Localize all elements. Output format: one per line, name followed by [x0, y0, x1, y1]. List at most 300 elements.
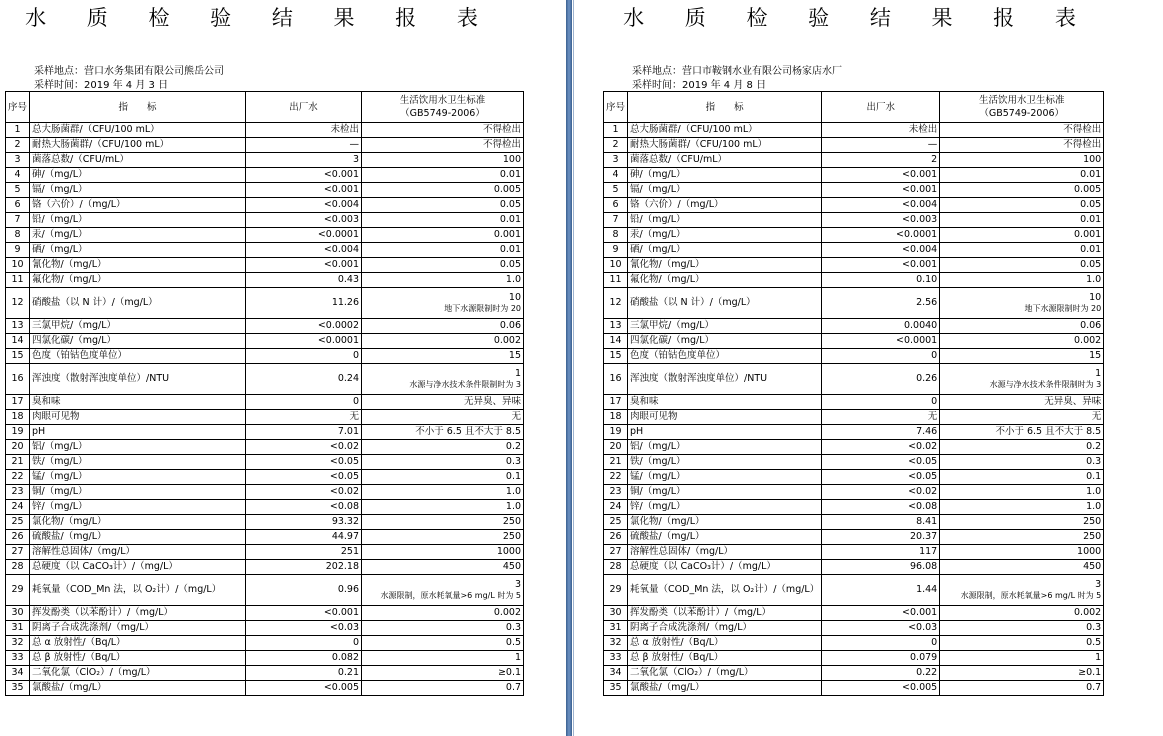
finished-water-value: <0.001 — [822, 168, 940, 183]
standard-value: 100 — [1083, 154, 1102, 165]
row-number: 30 — [6, 606, 30, 621]
standard-limit — [362, 470, 524, 485]
table-row — [604, 606, 1104, 621]
row-number: 3 — [604, 153, 628, 168]
header-no: 序号 — [6, 92, 30, 123]
standard-limit — [362, 455, 524, 470]
standard-limit — [362, 288, 524, 319]
row-number: 23 — [6, 485, 30, 500]
standard-limit — [362, 575, 524, 606]
table-row — [6, 349, 524, 364]
standard-limit — [940, 258, 1104, 273]
row-number: 27 — [604, 545, 628, 560]
row-number: 13 — [6, 319, 30, 334]
indicator-name: 总硬度（以 CaCO₃计）/（mg/L） — [30, 560, 246, 575]
table-row — [6, 636, 524, 651]
standard-limit — [362, 319, 524, 334]
finished-water-value: 无 — [246, 410, 362, 425]
table-row — [604, 485, 1104, 500]
standard-note: 水源与净水技术条件限制时为 3 — [409, 380, 522, 389]
finished-water-value: <0.004 — [246, 198, 362, 213]
finished-water-value: <0.0001 — [246, 228, 362, 243]
finished-water-value: <0.001 — [246, 606, 362, 621]
finished-water-value: 0 — [822, 349, 940, 364]
standard-limit — [940, 183, 1104, 198]
standard-value: 1 — [1095, 652, 1102, 663]
table-row — [6, 455, 524, 470]
indicator-name: 锰/（mg/L） — [628, 470, 822, 485]
row-number: 32 — [604, 636, 628, 651]
finished-water-value: 93.32 — [246, 515, 362, 530]
standard-limit — [362, 621, 524, 636]
indicator-name: 耐热大肠菌群/（CFU/100 mL） — [628, 138, 822, 153]
standard-value: 15 — [508, 350, 522, 361]
standard-value: 250 — [502, 531, 522, 542]
finished-water-value: 未检出 — [246, 123, 362, 138]
table-row — [604, 364, 1104, 395]
row-number: 2 — [6, 138, 30, 153]
standard-value: 1.0 — [505, 501, 522, 512]
finished-water-value: <0.005 — [246, 681, 362, 696]
standard-value: 100 — [502, 154, 522, 165]
standard-limit — [940, 470, 1104, 485]
standard-value: 0.06 — [1080, 320, 1102, 331]
indicator-name: 硒/（mg/L） — [30, 243, 246, 258]
finished-water-value: 无 — [822, 410, 940, 425]
indicator-name: 硒/（mg/L） — [628, 243, 822, 258]
table-row — [604, 319, 1104, 334]
finished-water-value: 202.18 — [246, 560, 362, 575]
row-number: 18 — [604, 410, 628, 425]
table-row — [6, 288, 524, 319]
indicator-name: 锌/（mg/L） — [30, 500, 246, 515]
finished-water-value: 3 — [246, 153, 362, 168]
standard-limit — [362, 500, 524, 515]
row-number: 29 — [604, 575, 628, 606]
indicator-name: pH — [30, 425, 246, 440]
table-row — [604, 500, 1104, 515]
standard-limit — [940, 530, 1104, 545]
table-header-row — [604, 92, 1104, 123]
finished-water-value: 8.41 — [822, 515, 940, 530]
finished-water-value: 0.10 — [822, 273, 940, 288]
indicator-name: 铁/（mg/L） — [628, 455, 822, 470]
indicator-name: 肉眼可见物 — [628, 410, 822, 425]
indicator-name: 汞/（mg/L） — [628, 228, 822, 243]
standard-limit — [940, 243, 1104, 258]
report-title: 水 质 检 验 结 果 报 表 — [623, 6, 1093, 30]
table-row — [6, 651, 524, 666]
indicator-name: 铜/（mg/L） — [30, 485, 246, 500]
standard-limit — [362, 636, 524, 651]
standard-limit — [362, 666, 524, 681]
finished-water-value: <0.02 — [822, 440, 940, 455]
table-row — [6, 123, 524, 138]
finished-water-value: <0.004 — [822, 198, 940, 213]
standard-limit — [940, 455, 1104, 470]
header-standard-line1: 生活饮用水卫生标准 — [978, 95, 1065, 106]
standard-limit — [362, 530, 524, 545]
standard-value: 1000 — [496, 546, 522, 557]
indicator-name: 耐热大肠菌群/（CFU/100 mL） — [30, 138, 246, 153]
indicator-name: 色度（铂钴色度单位） — [628, 349, 822, 364]
finished-water-value: — — [246, 138, 362, 153]
row-number: 31 — [604, 621, 628, 636]
standard-limit — [940, 198, 1104, 213]
finished-water-value: 44.97 — [246, 530, 362, 545]
standard-limit — [362, 183, 524, 198]
standard-value: 0.005 — [1074, 184, 1102, 195]
row-number: 6 — [6, 198, 30, 213]
standard-value: 1 — [514, 368, 522, 379]
indicator-name: 色度（铂钴色度单位） — [30, 349, 246, 364]
row-number: 13 — [604, 319, 628, 334]
standard-value: ≥0.1 — [1078, 667, 1102, 678]
sampling-time: 采样时间：2019 年 4 月 8 日 — [632, 80, 767, 91]
indicator-name: 铅/（mg/L） — [628, 213, 822, 228]
standard-limit — [362, 168, 524, 183]
table-row — [604, 440, 1104, 455]
standard-value: 450 — [502, 561, 522, 572]
finished-water-value: 0.43 — [246, 273, 362, 288]
indicator-name: 耗氧量（COD_Mn 法，以 O₂计）/（mg/L） — [30, 575, 246, 606]
standard-value: 0.5 — [1086, 637, 1102, 648]
standard-limit — [940, 138, 1104, 153]
standard-limit — [940, 153, 1104, 168]
indicator-name: 菌落总数/（CFU/mL） — [30, 153, 246, 168]
table-row — [604, 334, 1104, 349]
finished-water-value: <0.001 — [822, 183, 940, 198]
row-number: 11 — [6, 273, 30, 288]
indicator-name: 菌落总数/（CFU/mL） — [628, 153, 822, 168]
standard-value: 0.1 — [1086, 471, 1102, 482]
indicator-name: 铁/（mg/L） — [30, 455, 246, 470]
table-row — [6, 228, 524, 243]
finished-water-value: <0.05 — [246, 455, 362, 470]
table-row — [6, 258, 524, 273]
indicator-name: 氰化物/（mg/L） — [30, 258, 246, 273]
standard-limit — [940, 500, 1104, 515]
standard-limit — [940, 349, 1104, 364]
row-number: 17 — [604, 395, 628, 410]
finished-water-value: <0.0001 — [822, 334, 940, 349]
row-number: 20 — [6, 440, 30, 455]
standard-value: 1.0 — [1086, 274, 1102, 285]
row-number: 20 — [604, 440, 628, 455]
table-row — [604, 273, 1104, 288]
standard-value: 3 — [1095, 579, 1102, 590]
standard-limit — [940, 410, 1104, 425]
table-header-row — [6, 92, 524, 123]
standard-value: 0.05 — [1080, 199, 1102, 210]
row-number: 22 — [604, 470, 628, 485]
standard-value: 10 — [508, 292, 522, 303]
standard-note: 地下水源限制时为 20 — [444, 304, 522, 313]
finished-water-value: <0.02 — [246, 440, 362, 455]
table-row — [6, 530, 524, 545]
standard-value: 无异臭、异味 — [464, 396, 522, 407]
table-row — [604, 183, 1104, 198]
standard-value: 450 — [1083, 561, 1102, 572]
indicator-name: 铜/（mg/L） — [628, 485, 822, 500]
standard-note: 水源限制，原水耗氧量>6 mg/L 时为 5 — [380, 591, 522, 600]
finished-water-value: 1.44 — [822, 575, 940, 606]
indicator-name: 四氯化碳/（mg/L） — [628, 334, 822, 349]
indicator-name: 阴离子合成洗涤剂/（mg/L） — [628, 621, 822, 636]
standard-value: 0.01 — [1080, 169, 1102, 180]
table-row — [6, 621, 524, 636]
indicator-name: 汞/（mg/L） — [30, 228, 246, 243]
standard-limit — [940, 651, 1104, 666]
row-number: 31 — [6, 621, 30, 636]
standard-value: 0.01 — [1080, 214, 1102, 225]
row-number: 25 — [604, 515, 628, 530]
row-number: 12 — [6, 288, 30, 319]
table-row — [6, 334, 524, 349]
finished-water-value: 0 — [822, 636, 940, 651]
standard-value: 0.3 — [505, 622, 522, 633]
standard-value: 0.7 — [505, 682, 522, 693]
indicator-name: 氯化物/（mg/L） — [628, 515, 822, 530]
row-number: 1 — [604, 123, 628, 138]
standard-note: 水源与净水技术条件限制时为 3 — [989, 380, 1102, 389]
finished-water-value: <0.001 — [246, 168, 362, 183]
table-row — [604, 621, 1104, 636]
row-number: 21 — [6, 455, 30, 470]
standard-value: 0.002 — [493, 335, 522, 346]
finished-water-value: 20.37 — [822, 530, 940, 545]
table-row — [6, 213, 524, 228]
indicator-name: 硝酸盐（以 N 计）/（mg/L） — [30, 288, 246, 319]
standard-limit — [362, 681, 524, 696]
standard-value: 不得检出 — [483, 139, 522, 150]
row-number: 19 — [6, 425, 30, 440]
finished-water-value: 0.079 — [822, 651, 940, 666]
standard-limit — [940, 560, 1104, 575]
row-number: 29 — [6, 575, 30, 606]
row-number: 30 — [604, 606, 628, 621]
standard-limit — [940, 485, 1104, 500]
row-number: 4 — [6, 168, 30, 183]
table-row — [6, 273, 524, 288]
header-item: 指 标 — [30, 92, 246, 123]
header-standard — [940, 92, 1104, 123]
finished-water-value: 0 — [822, 395, 940, 410]
standard-value: ≥0.1 — [497, 667, 522, 678]
indicator-name: 臭和味 — [30, 395, 246, 410]
standard-limit — [940, 575, 1104, 606]
standard-value: 0.01 — [499, 214, 522, 225]
standard-value: 0.01 — [1080, 244, 1102, 255]
table-row — [604, 395, 1104, 410]
standard-limit — [940, 515, 1104, 530]
standard-limit — [940, 666, 1104, 681]
standard-limit — [940, 395, 1104, 410]
indicator-name: 砷/（mg/L） — [30, 168, 246, 183]
row-number: 23 — [604, 485, 628, 500]
table-row — [604, 228, 1104, 243]
table-row — [604, 168, 1104, 183]
standard-value: 3 — [514, 579, 522, 590]
table-row — [6, 425, 524, 440]
standard-limit — [362, 198, 524, 213]
standard-value: 0.1 — [505, 471, 522, 482]
row-number: 1 — [6, 123, 30, 138]
finished-water-value: 0.21 — [246, 666, 362, 681]
indicator-name: 铝/（mg/L） — [30, 440, 246, 455]
table-row — [6, 364, 524, 395]
indicator-name: 挥发酚类（以苯酚计）/（mg/L） — [30, 606, 246, 621]
table-row — [6, 515, 524, 530]
row-number: 8 — [604, 228, 628, 243]
finished-water-value: <0.03 — [822, 621, 940, 636]
standard-value: 1.0 — [505, 486, 522, 497]
indicator-name: 锌/（mg/L） — [628, 500, 822, 515]
table-row — [604, 410, 1104, 425]
table-row — [6, 606, 524, 621]
row-number: 34 — [6, 666, 30, 681]
indicator-name: 总大肠菌群/（CFU/100 mL） — [30, 123, 246, 138]
table-row — [604, 545, 1104, 560]
table-row — [6, 138, 524, 153]
row-number: 25 — [6, 515, 30, 530]
row-number: 28 — [6, 560, 30, 575]
table-row — [604, 349, 1104, 364]
table-row — [6, 243, 524, 258]
row-number: 26 — [6, 530, 30, 545]
table-row — [6, 168, 524, 183]
indicator-name: 浑浊度（散射浑浊度单位）/NTU — [30, 364, 246, 395]
indicator-name: 铬（六价）/（mg/L） — [30, 198, 246, 213]
standard-limit — [940, 606, 1104, 621]
table-row — [6, 666, 524, 681]
standard-value: 0.002 — [1074, 335, 1102, 346]
standard-value: 0.002 — [1074, 607, 1102, 618]
indicator-name: 三氯甲烷/（mg/L） — [628, 319, 822, 334]
finished-water-value: <0.0002 — [246, 319, 362, 334]
standard-limit — [940, 440, 1104, 455]
table-row — [604, 666, 1104, 681]
finished-water-value: <0.08 — [822, 500, 940, 515]
results-table — [603, 91, 1104, 696]
indicator-name: 氟化物/（mg/L） — [628, 273, 822, 288]
row-number: 16 — [6, 364, 30, 395]
header-item: 指 标 — [628, 92, 822, 123]
standard-value: 0.3 — [505, 456, 522, 467]
standard-limit — [940, 168, 1104, 183]
results-table — [5, 91, 524, 696]
standard-value: 1.0 — [1086, 501, 1102, 512]
finished-water-value: <0.0001 — [822, 228, 940, 243]
indicator-name: 挥发酚类（以苯酚计）/（mg/L） — [628, 606, 822, 621]
standard-limit — [940, 681, 1104, 696]
divider-line — [573, 0, 574, 736]
standard-limit — [362, 515, 524, 530]
standard-limit — [362, 243, 524, 258]
table-row — [604, 258, 1104, 273]
standard-value: 不得检出 — [483, 124, 522, 135]
standard-value: 0.05 — [499, 259, 522, 270]
header-value: 出厂水 — [246, 92, 362, 123]
row-number: 15 — [604, 349, 628, 364]
finished-water-value: 0.0040 — [822, 319, 940, 334]
standard-value: 250 — [502, 516, 522, 527]
report-page-right — [598, 0, 1163, 736]
standard-limit — [362, 334, 524, 349]
standard-note: 水源限制，原水耗氧量>6 mg/L 时为 5 — [960, 591, 1102, 600]
table-row — [604, 530, 1104, 545]
standard-limit — [362, 410, 524, 425]
indicator-name: 浑浊度（散射浑浊度单位）/NTU — [628, 364, 822, 395]
standard-value: 不小于 6.5 且不大于 8.5 — [995, 426, 1102, 437]
indicator-name: 阴离子合成洗涤剂/（mg/L） — [30, 621, 246, 636]
finished-water-value: 0.082 — [246, 651, 362, 666]
standard-limit — [362, 138, 524, 153]
finished-water-value: — — [822, 138, 940, 153]
row-number: 33 — [604, 651, 628, 666]
row-number: 24 — [6, 500, 30, 515]
standard-limit — [940, 213, 1104, 228]
row-number: 35 — [6, 681, 30, 696]
standard-limit — [940, 545, 1104, 560]
row-number: 5 — [604, 183, 628, 198]
header-value: 出厂水 — [822, 92, 940, 123]
finished-water-value: <0.05 — [822, 455, 940, 470]
finished-water-value: <0.003 — [246, 213, 362, 228]
standard-limit — [362, 153, 524, 168]
standard-value: 无 — [511, 411, 522, 422]
table-row — [604, 560, 1104, 575]
row-number: 26 — [604, 530, 628, 545]
indicator-name: 铅/（mg/L） — [30, 213, 246, 228]
standard-value: 10 — [1089, 292, 1102, 303]
standard-limit — [940, 273, 1104, 288]
indicator-name: 氯酸盐/（mg/L） — [628, 681, 822, 696]
table-row — [604, 198, 1104, 213]
header-standard-line1: 生活饮用水卫生标准 — [399, 95, 486, 106]
standard-limit — [940, 123, 1104, 138]
standard-value: 0.001 — [1074, 229, 1102, 240]
standard-limit — [362, 228, 524, 243]
standard-limit — [940, 621, 1104, 636]
standard-limit — [362, 560, 524, 575]
table-row — [6, 198, 524, 213]
header-standard-line2: （GB5749-2006） — [400, 108, 485, 119]
standard-limit — [940, 288, 1104, 319]
indicator-name: 氟化物/（mg/L） — [30, 273, 246, 288]
table-row — [604, 153, 1104, 168]
standard-note: 地下水源限制时为 20 — [1024, 304, 1102, 313]
finished-water-value: <0.004 — [246, 243, 362, 258]
row-number: 34 — [604, 666, 628, 681]
standard-limit — [362, 606, 524, 621]
table-row — [604, 681, 1104, 696]
standard-limit — [362, 651, 524, 666]
finished-water-value: 0.24 — [246, 364, 362, 395]
indicator-name: 总 α 放射性/（Bq/L） — [30, 636, 246, 651]
indicator-name: 锰/（mg/L） — [30, 470, 246, 485]
finished-water-value: 11.26 — [246, 288, 362, 319]
row-number: 11 — [604, 273, 628, 288]
table-row — [604, 651, 1104, 666]
finished-water-value: 0 — [246, 349, 362, 364]
indicator-name: 镉/（mg/L） — [628, 183, 822, 198]
table-row — [604, 455, 1104, 470]
standard-value: 1.0 — [505, 274, 522, 285]
table-row — [604, 636, 1104, 651]
finished-water-value: <0.001 — [822, 258, 940, 273]
standard-value: 0.2 — [1086, 441, 1102, 452]
